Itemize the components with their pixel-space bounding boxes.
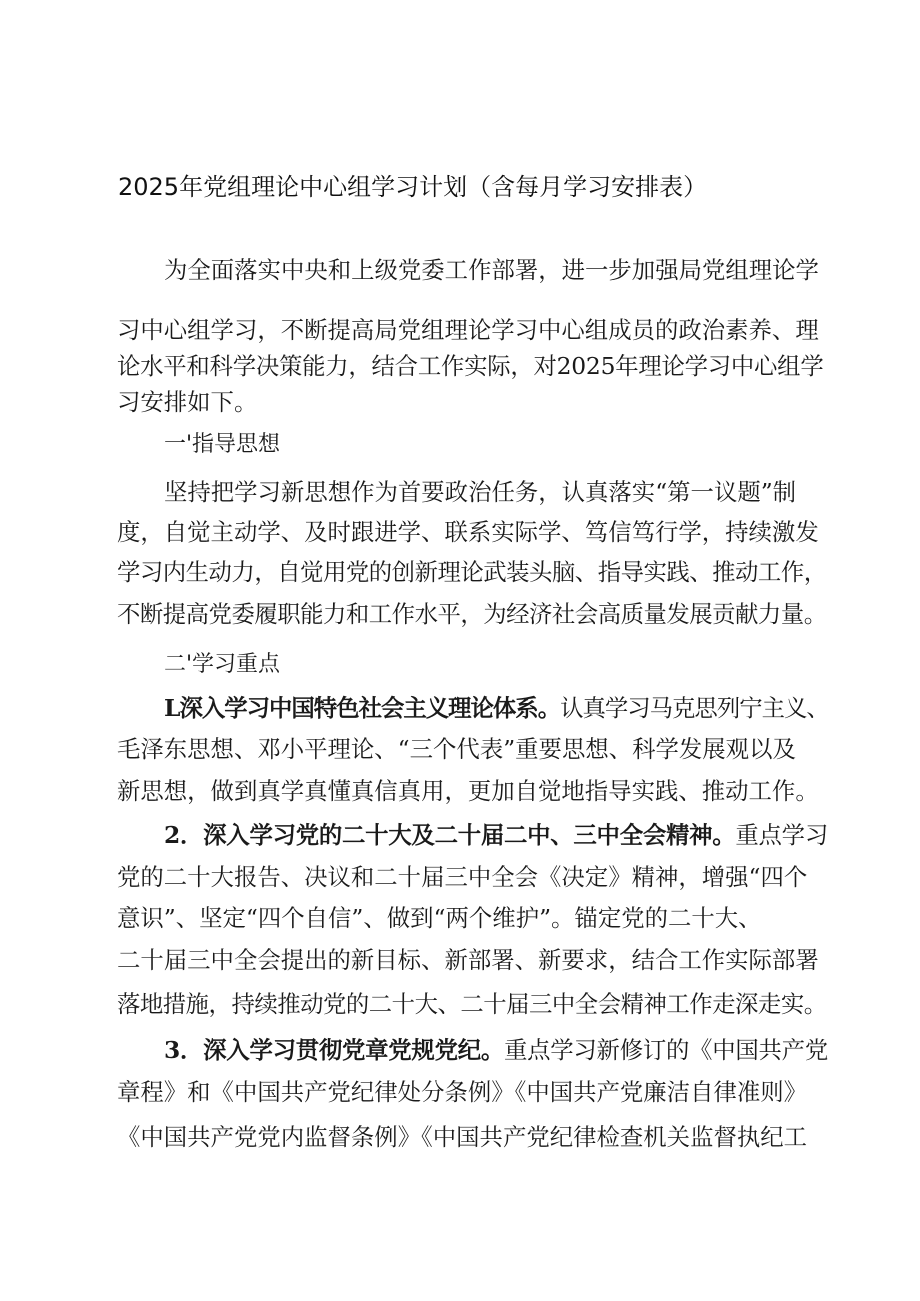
item1-line-2: 毛泽东思想、邓小平理论、“三个代表”重要思想、科学发展观以及	[117, 735, 796, 763]
item3-line-2: 章程》和《中国共产党纪律处分条例》《中国共产党廉洁自律准则》	[117, 1078, 808, 1106]
section-heading-study-focus: 二'学习重点	[164, 652, 281, 677]
document-title: 2025年党组理论中心组学习计划（含每月学习安排表）	[118, 173, 708, 201]
item2-line-4: 二十届三中全会提出的新目标、新部署、新要求，结合工作实际部署	[117, 946, 819, 974]
item1-line-1	[0, 688, 920, 728]
item1-line-3: 新思想，做到真学真懂真信真用，更加自觉地指导实践、推动工作。	[117, 777, 819, 805]
item2-line-5: 落地措施，持续推动党的二十大、二十届三中全会精神工作走深走实。	[117, 990, 827, 1018]
section1-line-3: 学习内生动力，自觉用党的创新理论武装头脑、指导实践、推动工作，	[117, 558, 827, 586]
section1-line-2: 度，自觉主动学、及时跟进学、联系实际学、笃信笃行学，持续激发	[117, 518, 819, 546]
item2-line-3: 意识”、坚定“四个自信”、做到“两个维护”。锚定党的二十大、	[117, 904, 762, 932]
item2-line-1	[0, 815, 920, 855]
intro-line-2: 习中心组学习，不断提高局党组理论学习中心组成员的政治素养、理	[117, 316, 819, 344]
intro-line-1: 为全面落实中央和上级党委工作部署，进一步加强局党组理论学	[164, 256, 819, 284]
item1-lead: L深入学习中国特色社会主义理论体系。	[164, 694, 561, 722]
intro-line-3: 论水平和科学决策能力，结合工作实际，对2025年理论学习中心组学	[117, 352, 824, 380]
item3-line-3: 《中国共产党党内监督条例》《中国共产党纪律检查机关监督执纪工	[117, 1123, 808, 1151]
item3-line-1	[0, 1030, 920, 1070]
section-heading-guiding-ideology: 一'指导思想	[164, 432, 281, 457]
item2-line-2: 党的二十大报告、决议和二十届三中全会《决定》精神，增强“四个	[117, 863, 808, 891]
item2-lead: 2．深入学习党的二十大及二十届二中、三中全会精神。	[164, 821, 736, 849]
item3-lead: 3．深入学习贯彻党章党规党纪。	[164, 1036, 504, 1064]
item3-first-rest: 重点学习新修订的《中国共产党	[504, 1036, 828, 1064]
item1-first-rest: 认真学习马克思列宁主义、	[560, 694, 829, 722]
intro-line-4: 习安排如下。	[117, 388, 258, 416]
item2-first-rest: 重点学习	[735, 821, 828, 849]
section1-line-1: 坚持把学习新思想作为首要政治任务，认真落实“第一议题”制	[164, 478, 797, 506]
section1-line-4: 不断提高党委履职能力和工作水平，为经济社会高质量发展贡献力量。	[117, 600, 827, 628]
